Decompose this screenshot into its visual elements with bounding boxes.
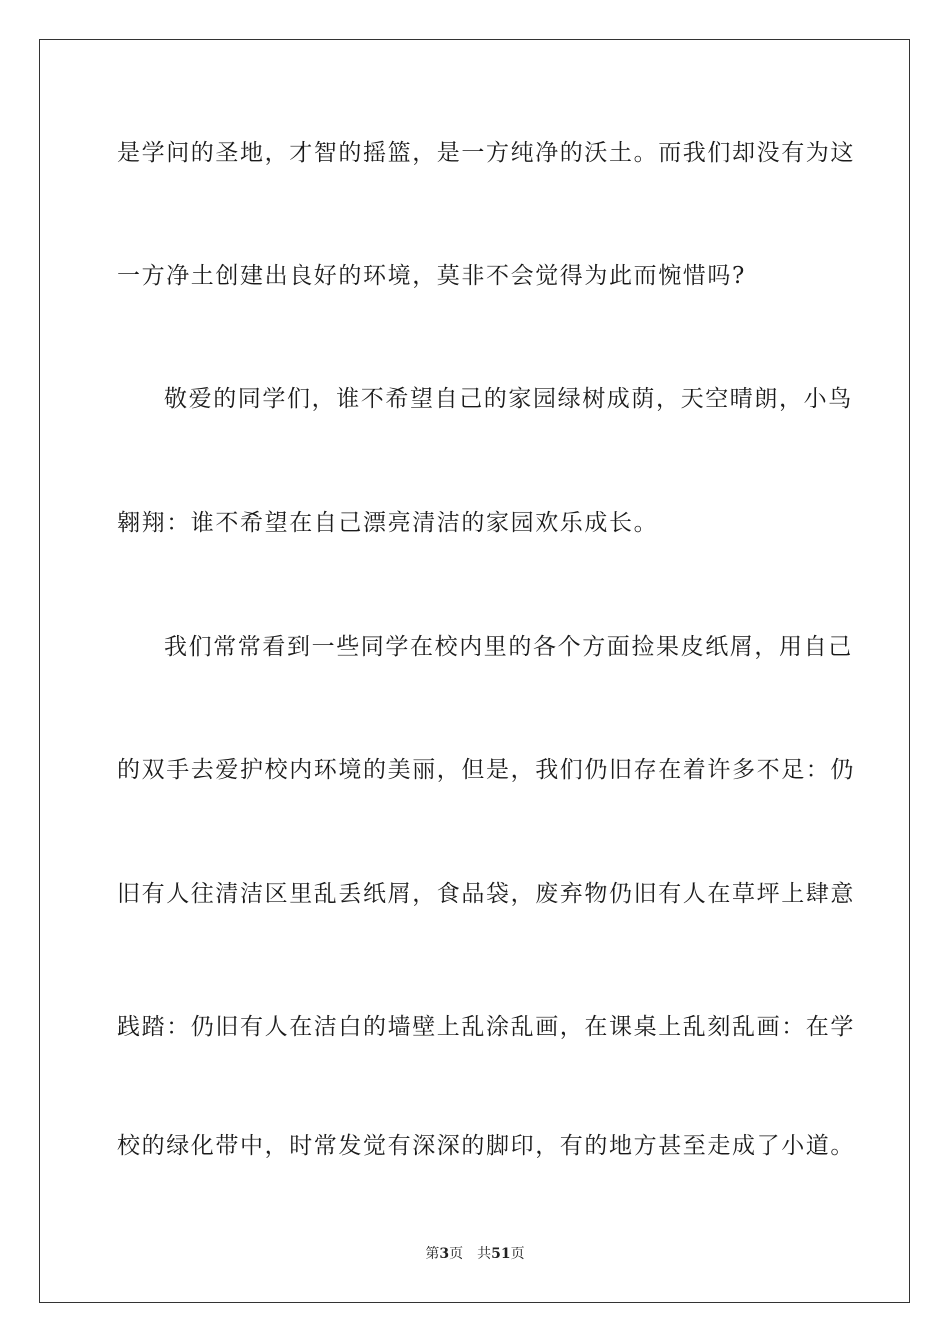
total-suffix: 页 (510, 1246, 525, 1262)
paragraph-3-line-1: 我们常常看到一些同学在校内里的各个方面捡果皮纸屑，用自己 (164, 634, 853, 660)
page-frame (39, 39, 910, 1303)
paragraph-2-line-1: 敬爱的同学们，谁不希望自己的家园绿树成荫，天空晴朗，小鸟 (164, 386, 853, 412)
total-prefix: 共 (477, 1246, 492, 1262)
paragraph-3-line-5: 校的绿化带中，时常发觉有深深的脚印，有的地方甚至走成了小道。 (117, 1133, 855, 1159)
paragraph-2-line-2: 翱翔：谁不希望在自己漂亮清洁的家园欢乐成长。 (117, 510, 659, 536)
paragraph-3-line-3: 旧有人往清洁区里乱丢纸屑，食品袋，废弃物仍旧有人在草坪上肆意 (117, 881, 855, 907)
paragraph-1-line-2: 一方净土创建出良好的环境，莫非不会觉得为此而惋惜吗? (117, 263, 746, 289)
paragraph-3-line-2: 的双手去爱护校内环境的美丽，但是，我们仍旧存在着许多不足：仍 (117, 757, 855, 783)
paragraph-1-line-1: 是学问的圣地，才智的摇篮，是一方纯净的沃土。而我们却没有为这 (117, 140, 855, 166)
page-suffix: 页 (449, 1246, 464, 1262)
total-pages: 51 (491, 1246, 511, 1262)
page-prefix: 第 (425, 1246, 440, 1262)
paragraph-3-line-4: 践踏：仍旧有人在洁白的墙壁上乱涂乱画，在课桌上乱刻乱画：在学 (117, 1014, 855, 1040)
page-footer (0, 1244, 950, 1264)
page-number: 3 (439, 1246, 450, 1262)
